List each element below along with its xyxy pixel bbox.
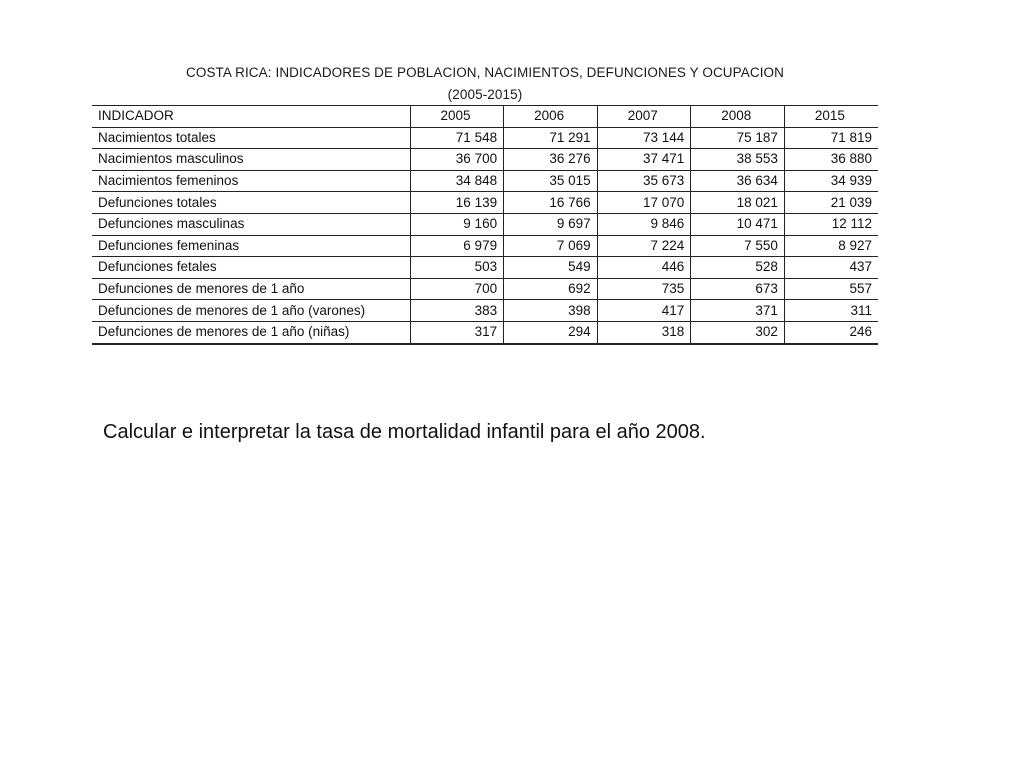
header-year: 2008 — [691, 106, 785, 128]
value-cell: 17 070 — [597, 192, 691, 214]
value-cell: 246 — [784, 321, 878, 343]
value-cell: 6 979 — [410, 235, 504, 257]
value-cell: 692 — [504, 278, 598, 300]
table-row — [92, 321, 878, 343]
value-cell: 34 939 — [784, 170, 878, 192]
value-cell: 7 069 — [504, 235, 598, 257]
table-row — [92, 257, 878, 279]
indicator-label-cell: Defunciones fetales — [92, 257, 410, 279]
table-row — [92, 213, 878, 235]
header-year: 2007 — [597, 106, 691, 128]
value-cell: 71 548 — [410, 127, 504, 149]
value-cell: 9 697 — [504, 213, 598, 235]
table-subtitle-period: (2005-2015) — [447, 87, 523, 102]
value-cell: 317 — [410, 321, 504, 343]
table-header-row — [92, 106, 878, 128]
value-cell: 38 553 — [691, 149, 785, 171]
value-cell: 311 — [784, 300, 878, 322]
value-cell: 73 144 — [597, 127, 691, 149]
value-cell: 35 015 — [504, 170, 598, 192]
value-cell: 71 291 — [504, 127, 598, 149]
indicator-label-cell: Defunciones masculinas — [92, 213, 410, 235]
value-cell: 10 471 — [691, 213, 785, 235]
value-cell: 302 — [691, 321, 785, 343]
indicator-label-cell: Defunciones totales — [92, 192, 410, 214]
table-row — [92, 300, 878, 322]
value-cell: 36 880 — [784, 149, 878, 171]
header-year: 2005 — [410, 106, 504, 128]
indicator-label-cell: Nacimientos totales — [92, 127, 410, 149]
value-cell: 417 — [597, 300, 691, 322]
indicator-label-cell: Nacimientos masculinos — [92, 149, 410, 171]
table-row — [92, 278, 878, 300]
indicator-label-cell: Defunciones de menores de 1 año (varones) — [92, 300, 410, 322]
value-cell: 318 — [597, 321, 691, 343]
value-cell: 528 — [691, 257, 785, 279]
header-year: 2006 — [504, 106, 598, 128]
value-cell: 18 021 — [691, 192, 785, 214]
value-cell: 36 634 — [691, 170, 785, 192]
value-cell: 16 766 — [504, 192, 598, 214]
value-cell: 34 848 — [410, 170, 504, 192]
value-cell: 9 160 — [410, 213, 504, 235]
value-cell: 36 276 — [504, 149, 598, 171]
value-cell: 437 — [784, 257, 878, 279]
value-cell: 35 673 — [597, 170, 691, 192]
value-cell: 735 — [597, 278, 691, 300]
value-cell: 71 819 — [784, 127, 878, 149]
header-indicador: INDICADOR — [92, 106, 410, 128]
table-row — [92, 192, 878, 214]
value-cell: 75 187 — [691, 127, 785, 149]
exercise-question: Calcular e interpretar la tasa de mortalidad infantil para el año 2008. — [103, 421, 706, 443]
value-cell: 7 550 — [691, 235, 785, 257]
value-cell: 16 139 — [410, 192, 504, 214]
value-cell: 7 224 — [597, 235, 691, 257]
table-row — [92, 149, 878, 171]
value-cell: 12 112 — [784, 213, 878, 235]
indicator-label-cell: Defunciones de menores de 1 año (niñas) — [92, 321, 410, 343]
value-cell: 294 — [504, 321, 598, 343]
table-title: COSTA RICA: INDICADORES DE POBLACION, NACIMIENTOS, DEFUNCIONES Y OCUPACION — [186, 65, 784, 80]
value-cell: 446 — [597, 257, 691, 279]
indicator-label-cell: Defunciones femeninas — [92, 235, 410, 257]
indicator-label-cell: Defunciones de menores de 1 año — [92, 278, 410, 300]
value-cell: 383 — [410, 300, 504, 322]
value-cell: 9 846 — [597, 213, 691, 235]
table-row — [92, 235, 878, 257]
value-cell: 673 — [691, 278, 785, 300]
value-cell: 21 039 — [784, 192, 878, 214]
header-year: 2015 — [784, 106, 878, 128]
value-cell: 37 471 — [597, 149, 691, 171]
value-cell: 557 — [784, 278, 878, 300]
value-cell: 700 — [410, 278, 504, 300]
table-row — [92, 127, 878, 149]
value-cell: 371 — [691, 300, 785, 322]
value-cell: 549 — [504, 257, 598, 279]
indicator-label-cell: Nacimientos femeninos — [92, 170, 410, 192]
value-cell: 36 700 — [410, 149, 504, 171]
table-body — [92, 127, 878, 343]
indicators-table — [92, 105, 878, 345]
value-cell: 398 — [504, 300, 598, 322]
value-cell: 503 — [410, 257, 504, 279]
table-row — [92, 170, 878, 192]
value-cell: 8 927 — [784, 235, 878, 257]
